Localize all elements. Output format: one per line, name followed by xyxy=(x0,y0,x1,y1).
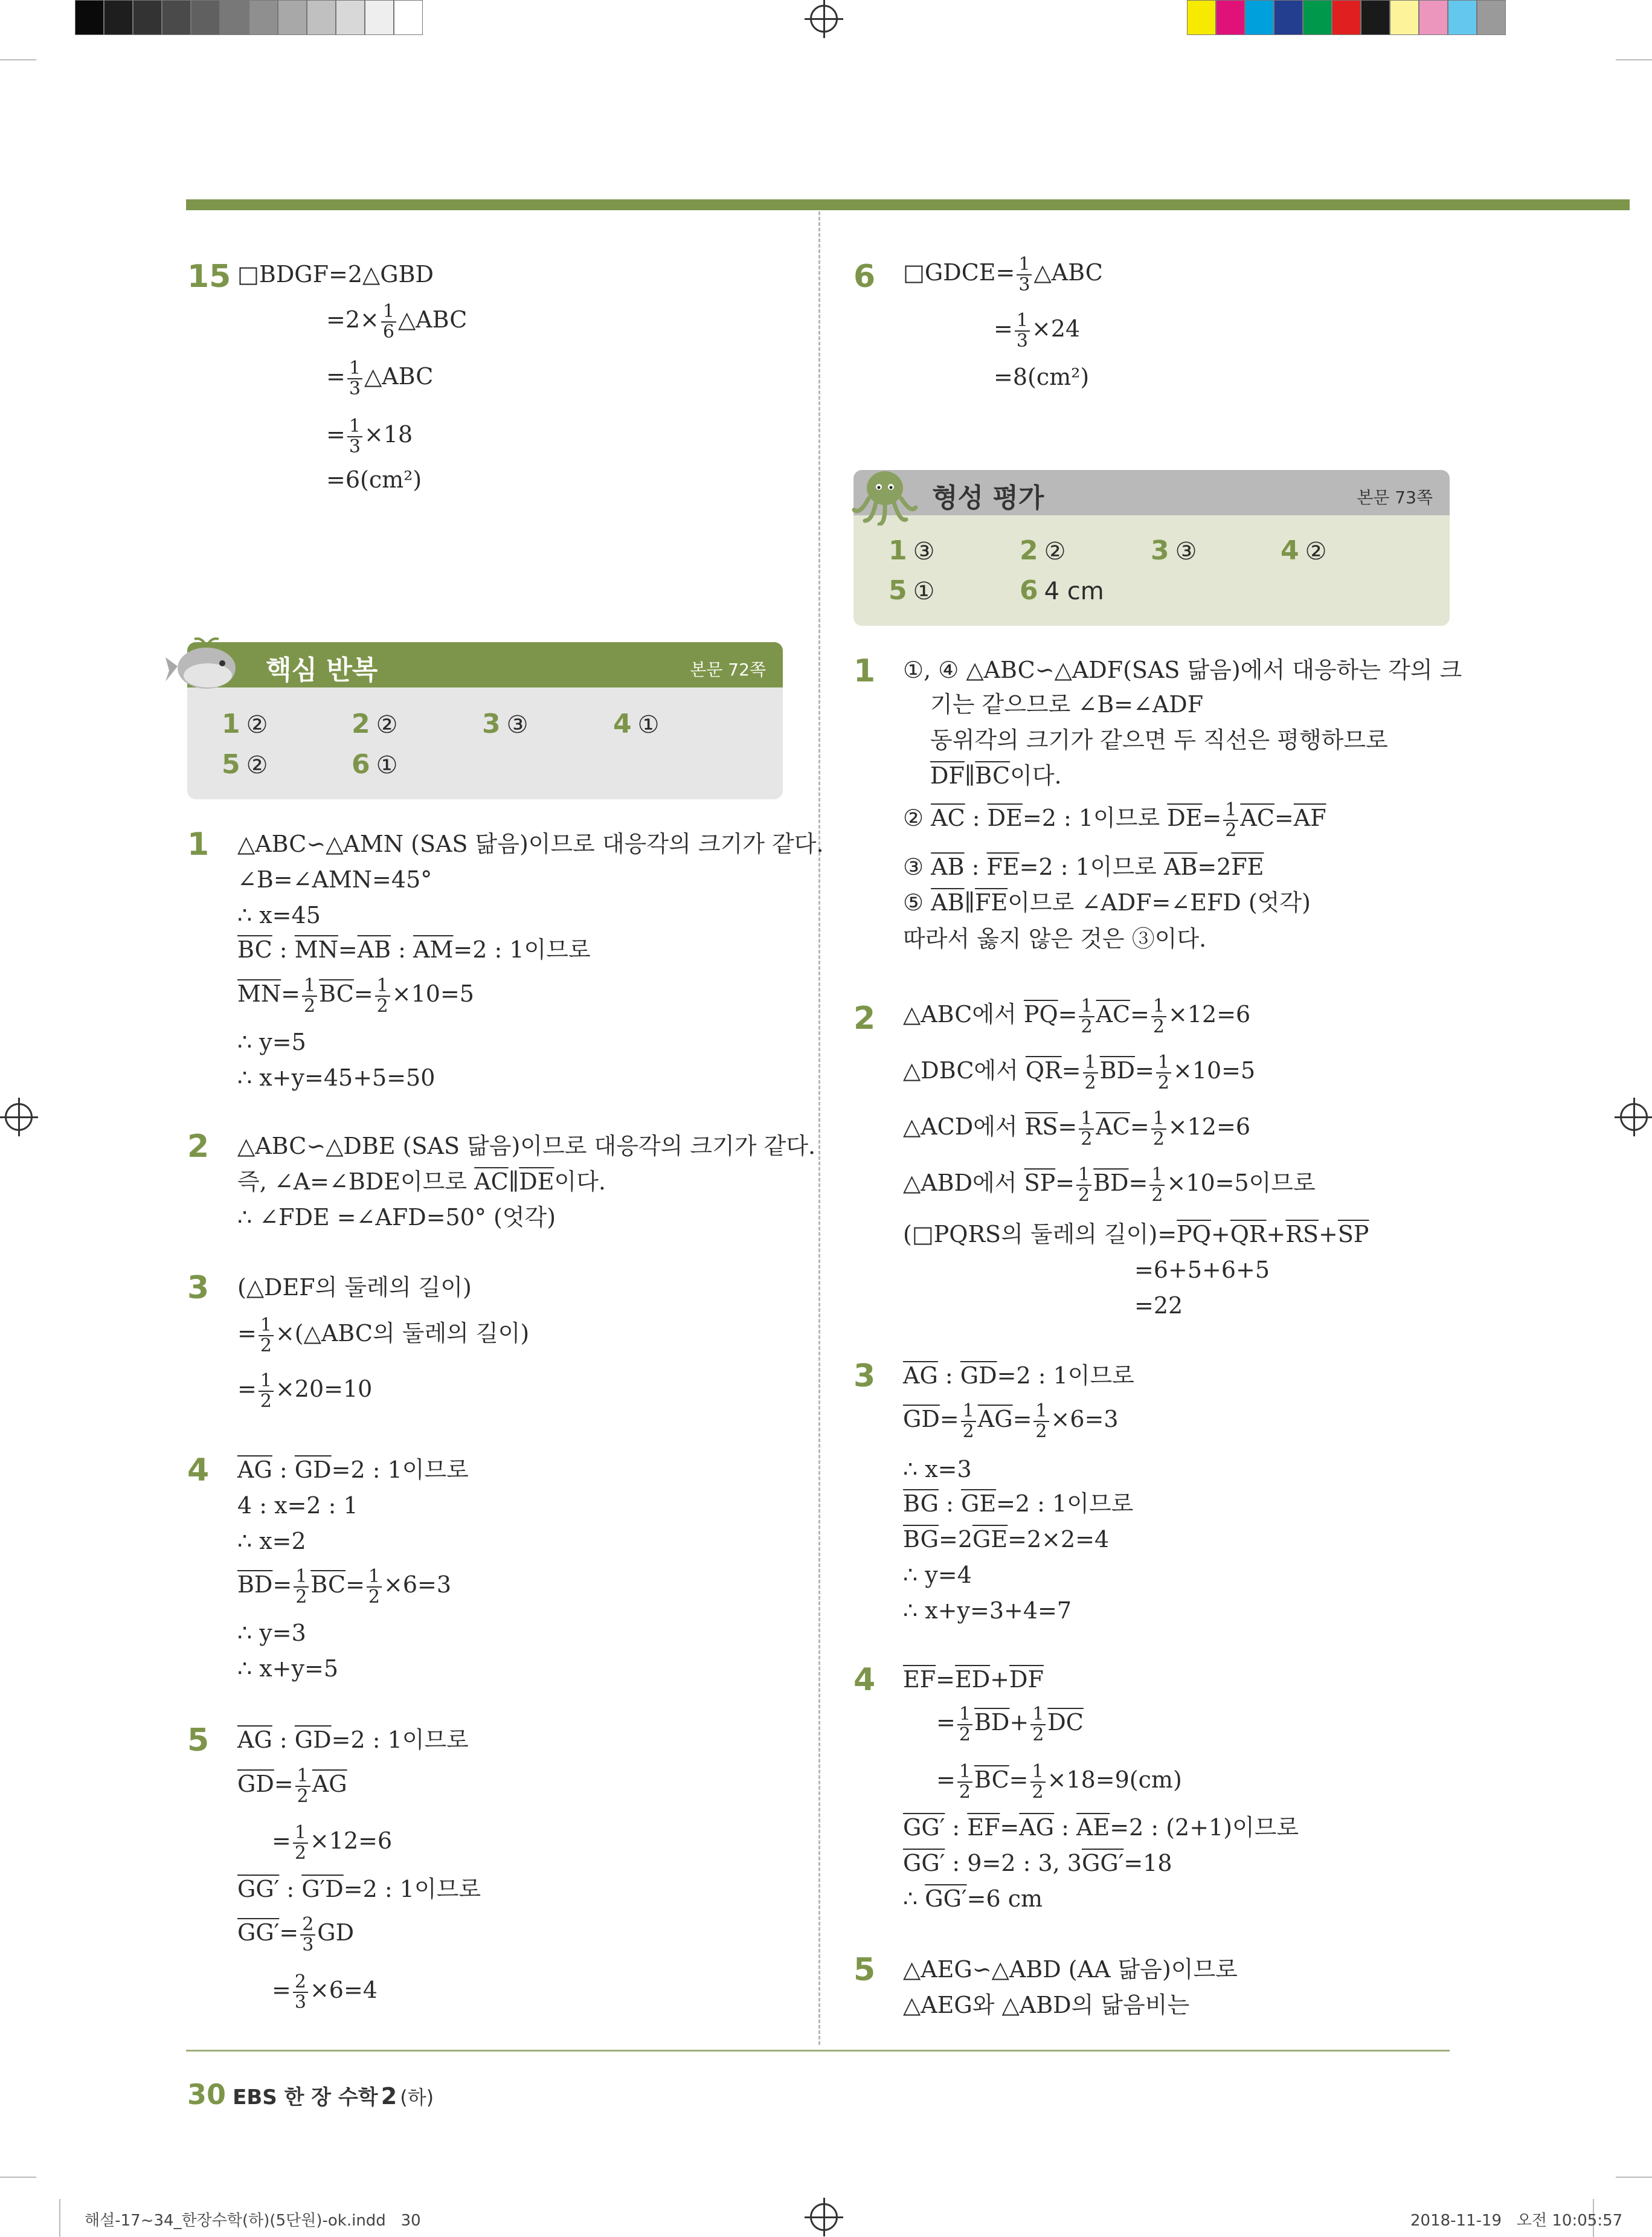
fraction: $\frac{1}{2}$ xyxy=(259,1316,274,1355)
problem-number: 4 xyxy=(853,1662,876,1698)
answer-item: 2 ② xyxy=(352,709,398,739)
registration-mark-right xyxy=(1620,1103,1648,1131)
fraction: $\frac{1}{2}$ xyxy=(1079,1109,1094,1148)
text-line: GG′= $\frac{2}{3}$ GD xyxy=(237,1914,355,1955)
page-number: 30 xyxy=(187,2078,227,2111)
crop-mark xyxy=(59,2199,60,2237)
text-line: ∴ y=5 xyxy=(237,1029,306,1055)
text-line: $\overline{BG}$ : $\overline{GE}=2$ : 1이므로 xyxy=(903,1490,1134,1517)
book-title: EBS 한 장 수학 xyxy=(233,2085,378,2110)
text-line: $\overline{AG}$ : $\overline{GD}=2$ : 1이므로 xyxy=(903,1362,1134,1389)
fraction: $\frac{1}{2}$ xyxy=(957,1705,972,1744)
fraction: $\frac{1}{3}$ xyxy=(347,359,362,398)
color-swatch xyxy=(1419,0,1448,35)
fraction: $\frac{1}{2}$ xyxy=(293,1823,308,1862)
text-line: $\overline{GD}=$ $\frac{1}{2}$ $\overline{AG}$ xyxy=(237,1765,347,1807)
whale-icon xyxy=(164,633,243,700)
text-line: =2× $\frac{1}{6}$ △ABC xyxy=(326,301,468,343)
crop-mark xyxy=(0,59,36,60)
text-line: = $\frac{1}{2}$ ×20=10 xyxy=(237,1370,373,1412)
text-line: (□PQRS의 둘레의 길이)$=\overline{PQ}+\overline{QR}+\overline{RS}+\overline{SP}$ xyxy=(903,1221,1369,1247)
page-footer xyxy=(187,2078,434,2111)
crop-mark xyxy=(0,2177,36,2178)
print-date: 2018-11-19 오전 10:05:57 xyxy=(1410,2212,1623,2230)
text-line: $\overline{GD}=$ $\frac{1}{2}$ $\overline{AG}=$ $\frac{1}{2}$ ×6=3 xyxy=(903,1400,1119,1442)
gray-swatch xyxy=(365,0,394,35)
book-grade: 2 xyxy=(381,2083,397,2110)
gray-swatch xyxy=(394,0,423,35)
box-body xyxy=(187,687,783,799)
fraction: $\frac{1}{6}$ xyxy=(381,302,396,341)
text-line: $\overline{EF}=\overline{ED}+\overline{DF}$ xyxy=(903,1666,1044,1693)
problem-number: 5 xyxy=(187,1722,210,1759)
fraction: $\frac{1}{2}$ xyxy=(302,976,317,1016)
text-line: =22 xyxy=(1134,1292,1183,1319)
crop-mark xyxy=(1616,2177,1652,2178)
fraction: $\frac{1}{3}$ xyxy=(347,417,362,456)
header-rule xyxy=(186,199,1630,210)
text-line: =6+5+6+5 xyxy=(1134,1257,1270,1283)
fraction: $\frac{1}{2}$ xyxy=(1151,1109,1166,1148)
answer-item: 4 ① xyxy=(613,709,660,739)
text-line: = $\frac{2}{3}$ ×6=4 xyxy=(272,1971,378,2013)
fraction: $\frac{1}{2}$ xyxy=(1156,1053,1171,1092)
gray-swatch xyxy=(104,0,133,35)
answer-item: 4 ② xyxy=(1281,535,1327,566)
fraction: $\frac{1}{2}$ xyxy=(375,976,390,1016)
fraction: $\frac{2}{3}$ xyxy=(293,1972,308,2012)
text-line: $\overline{AG}$ : $\overline{GD}=2$ : 1이므로 xyxy=(237,1727,469,1753)
gray-swatch xyxy=(133,0,162,35)
registration-mark-top xyxy=(810,5,838,33)
color-swatch xyxy=(1187,0,1216,35)
text-line: = $\frac{1}{2}$ $\overline{BC}=$ $\frac{1}{2}$ ×18=9(cm) xyxy=(936,1761,1182,1803)
text-line: ∴ y=4 xyxy=(903,1562,972,1588)
text-line: 기는 같으므로 ∠B=∠ADF xyxy=(930,691,1204,718)
gray-swatch xyxy=(191,0,220,35)
formative-assessment-box xyxy=(853,470,1450,626)
text-line: △ABC∽△DBE (SAS 닮음)이므로 대응각의 크기가 같다. xyxy=(237,1133,816,1159)
text-line: $\overline{BD}=$ $\frac{1}{2}$ $\overline{BC}=$ $\frac{1}{2}$ ×6=3 xyxy=(237,1566,452,1608)
color-swatch xyxy=(1390,0,1419,35)
text-line: ③ $\overline{AB}$ : $\overline{FE}=2$ : 1이므로 $\overline{AB}=2\overline{FE}$ xyxy=(903,854,1264,880)
problem-number: 15 xyxy=(187,259,231,295)
fraction: $\frac{1}{2}$ xyxy=(1149,1165,1165,1205)
problem-number: 4 xyxy=(187,1452,210,1489)
fraction: $\frac{1}{2}$ xyxy=(961,1402,976,1441)
gray-swatch xyxy=(220,0,249,35)
color-swatch xyxy=(1477,0,1506,35)
text-line: ∴ x+y=45+5=50 xyxy=(237,1064,435,1091)
fraction: $\frac{1}{2}$ xyxy=(294,1567,309,1606)
fraction: $\frac{1}{3}$ xyxy=(1015,311,1030,350)
answer-item: 3 ③ xyxy=(482,709,529,739)
fraction: $\frac{1}{2}$ xyxy=(1083,1053,1098,1092)
text-line: $\overline{BG}=2\overline{GE}=2\times 2=4$ xyxy=(903,1526,1110,1553)
fraction: $\frac{1}{2}$ xyxy=(1151,997,1166,1036)
gray-swatch xyxy=(249,0,278,35)
problem-number: 2 xyxy=(853,1000,876,1037)
text-line: ∴ x+y=5 xyxy=(237,1655,339,1682)
answer-item: 2 ② xyxy=(1020,535,1066,566)
fraction: $\frac{1}{2}$ xyxy=(1223,800,1238,840)
text-line: = $\frac{1}{2}$ $\overline{BD}+$ $\frac{1}{2}$ $\overline{DC}$ xyxy=(936,1704,1084,1745)
column-divider xyxy=(818,211,820,2045)
text-line: 즉, ∠A=∠BDE이므로 $\overline{AC}\parallel\overline{DE}$이다. xyxy=(237,1168,606,1195)
text-line: = $\frac{1}{2}$ ×(△ABC의 둘레의 길이) xyxy=(237,1315,530,1356)
text-line: △ACD에서 $\overline{RS}=$ $\frac{1}{2}$ $\overline{AC}=$ $\frac{1}{2}$ ×12=6 xyxy=(903,1108,1250,1150)
registration-mark-left xyxy=(5,1103,33,1131)
fraction: $\frac{1}{2}$ xyxy=(1030,1762,1046,1801)
answer-item: 5 ② xyxy=(222,749,268,780)
problem-number: 3 xyxy=(187,1270,210,1306)
text-line: □BDGF=2△GBD xyxy=(237,261,434,288)
gray-swatch xyxy=(278,0,307,35)
text-line: GG′ : 9=2 : 3, 3GG′=18 xyxy=(903,1850,1172,1876)
text-line: △AEG∽△ABD (AA 닮음)이므로 xyxy=(903,1956,1238,1983)
text-line: = $\frac{1}{3}$ ×24 xyxy=(994,310,1081,352)
text-line: 4 : x=2 : 1 xyxy=(237,1492,358,1519)
fraction: $\frac{1}{3}$ xyxy=(1017,255,1032,294)
file-name: 해설-17~34_한장수학(하)(5단원)-ok.indd 30 xyxy=(85,2212,421,2230)
color-swatch xyxy=(1216,0,1245,35)
fraction: $\frac{1}{2}$ xyxy=(1030,1705,1046,1744)
color-swatch xyxy=(1361,0,1390,35)
text-line: ∴ x+y=3+4=7 xyxy=(903,1597,1072,1624)
page-reference: 본문 72쪽 xyxy=(690,660,766,680)
gray-swatch xyxy=(307,0,336,35)
color-swatch xyxy=(1274,0,1303,35)
color-swatch xyxy=(1245,0,1274,35)
gray-swatch xyxy=(336,0,365,35)
text-line: ② $\overline{AC}$ : $\overline{DE}=2$ : 1이므로 $\overline{DE}=$ $\frac{1}{2}$ $\overline{AC}=\overline{AF}$ xyxy=(903,799,1326,841)
answer-item: 6 ① xyxy=(352,749,398,780)
fraction: $\frac{1}{2}$ xyxy=(1033,1402,1049,1441)
fraction: $\frac{1}{2}$ xyxy=(367,1567,382,1606)
gray-swatch xyxy=(162,0,191,35)
problem-number: 1 xyxy=(853,653,876,689)
crop-mark xyxy=(1616,59,1652,60)
box-title: 핵심 반복 xyxy=(266,655,378,686)
problem-number: 1 xyxy=(187,826,210,863)
answer-item: 1 ② xyxy=(222,709,268,739)
color-swatch xyxy=(1332,0,1361,35)
text-line: = $\frac{1}{3}$ △ABC xyxy=(326,358,434,399)
text-line: △ABC에서 $\overline{PQ}=$ $\frac{1}{2}$ $\overline{AC}=$ $\frac{1}{2}$ ×12=6 xyxy=(903,996,1251,1037)
text-line: = $\frac{1}{3}$ ×18 xyxy=(326,416,413,457)
answer-item: 1 ③ xyxy=(889,535,935,566)
problem-number: 2 xyxy=(187,1128,210,1165)
text-line: △ABD에서 $\overline{SP}=$ $\frac{1}{2}$ $\overline{BD}=$ $\frac{1}{2}$ ×10=5이므로 xyxy=(903,1164,1316,1206)
text-line: =6(cm²) xyxy=(326,466,422,493)
text-line: $\overline{AG}$ : $\overline{GD}=2$ : 1이므로 xyxy=(237,1456,469,1483)
text-line: GG′ : G′D=2 : 1이므로 xyxy=(237,1876,481,1902)
box-body xyxy=(853,515,1450,626)
answer-item: 5 ① xyxy=(889,575,935,606)
text-line: $\overline{MN}=$ $\frac{1}{2}$ $\overline{BC}=$ $\frac{1}{2}$ ×10=5 xyxy=(237,975,474,1017)
text-line: ∴ x=2 xyxy=(237,1528,306,1554)
text-line: GG′ : $\overline{EF}=\overline{AG}$ : $\overline{AE}=2$ : (2+1)이므로 xyxy=(903,1814,1299,1841)
color-swatch xyxy=(1448,0,1477,35)
octopus-icon xyxy=(852,465,918,526)
problem-number: 5 xyxy=(853,1952,876,1988)
fraction: $\frac{1}{2}$ xyxy=(259,1371,274,1411)
color-swatch xyxy=(1303,0,1332,35)
text-line: △AEG와 △ABD의 닮음비는 xyxy=(903,1992,1190,2018)
registration-mark-bottom xyxy=(810,2203,838,2231)
text-line: △ABC∽△AMN (SAS 닮음)이므로 대응각의 크기가 같다. xyxy=(237,831,824,857)
fraction: $\frac{1}{2}$ xyxy=(1076,1165,1091,1205)
fraction: $\frac{2}{3}$ xyxy=(300,1915,315,1954)
footer-rule xyxy=(186,2050,1450,2052)
text-line: =8(cm²) xyxy=(994,364,1090,390)
gray-swatch xyxy=(75,0,104,35)
text-line: ∴ x=3 xyxy=(903,1456,972,1482)
grayscale-bar xyxy=(75,0,423,36)
text-line: 따라서 옳지 않은 것은 ③이다. xyxy=(903,925,1207,952)
text-line: ①, ④ △ABC∽△ADF(SAS 닮음)에서 대응하는 각의 크 xyxy=(903,657,1462,683)
text-line: ⑤ $\overline{AB}\parallel\overline{FE}$이므로 ∠ADF=∠EFD (엇각) xyxy=(903,889,1311,916)
text-line: △DBC에서 $\overline{QR}=$ $\frac{1}{2}$ $\overline{BD}=$ $\frac{1}{2}$ ×10=5 xyxy=(903,1052,1256,1093)
book-part: (하) xyxy=(400,2086,434,2109)
color-bar xyxy=(1187,0,1506,36)
core-review-box xyxy=(187,642,783,799)
answer-item: 3 ③ xyxy=(1151,535,1197,566)
text-line: $\overline{DF}\parallel\overline{BC}$이다. xyxy=(930,762,1062,789)
page-reference: 본문 73쪽 xyxy=(1357,488,1433,507)
text-line: (△DEF의 둘레의 길이) xyxy=(237,1274,472,1301)
text-line: ∴ x=45 xyxy=(237,902,321,929)
fraction: $\frac{1}{2}$ xyxy=(295,1766,310,1806)
text-line: = $\frac{1}{2}$ ×12=6 xyxy=(272,1822,393,1864)
text-line: $\overline{BC}$ : $\overline{MN}=\overline{AB}$ : $\overline{AM}=2$ : 1이므로 xyxy=(237,936,591,963)
box-title: 형성 평가 xyxy=(932,483,1044,513)
problem-number: 3 xyxy=(853,1358,876,1394)
text-line: ∴ ∠FDE =∠AFD=50° (엇각) xyxy=(237,1204,556,1231)
text-line: ∴ y=3 xyxy=(237,1620,306,1646)
answer-item: 6 4 cm xyxy=(1020,575,1104,606)
text-line: □GDCE= $\frac{1}{3}$ △ABC xyxy=(903,254,1103,295)
problem-number: 6 xyxy=(853,259,876,295)
text-line: 동위각의 크기가 같으면 두 직선은 평행하므로 xyxy=(930,727,1388,753)
fraction: $\frac{1}{2}$ xyxy=(1079,997,1094,1036)
text-line: ∴ GG′=6 cm xyxy=(903,1885,1043,1912)
text-line: ∠B=∠AMN=45° xyxy=(237,866,432,893)
fraction: $\frac{1}{2}$ xyxy=(957,1762,972,1801)
